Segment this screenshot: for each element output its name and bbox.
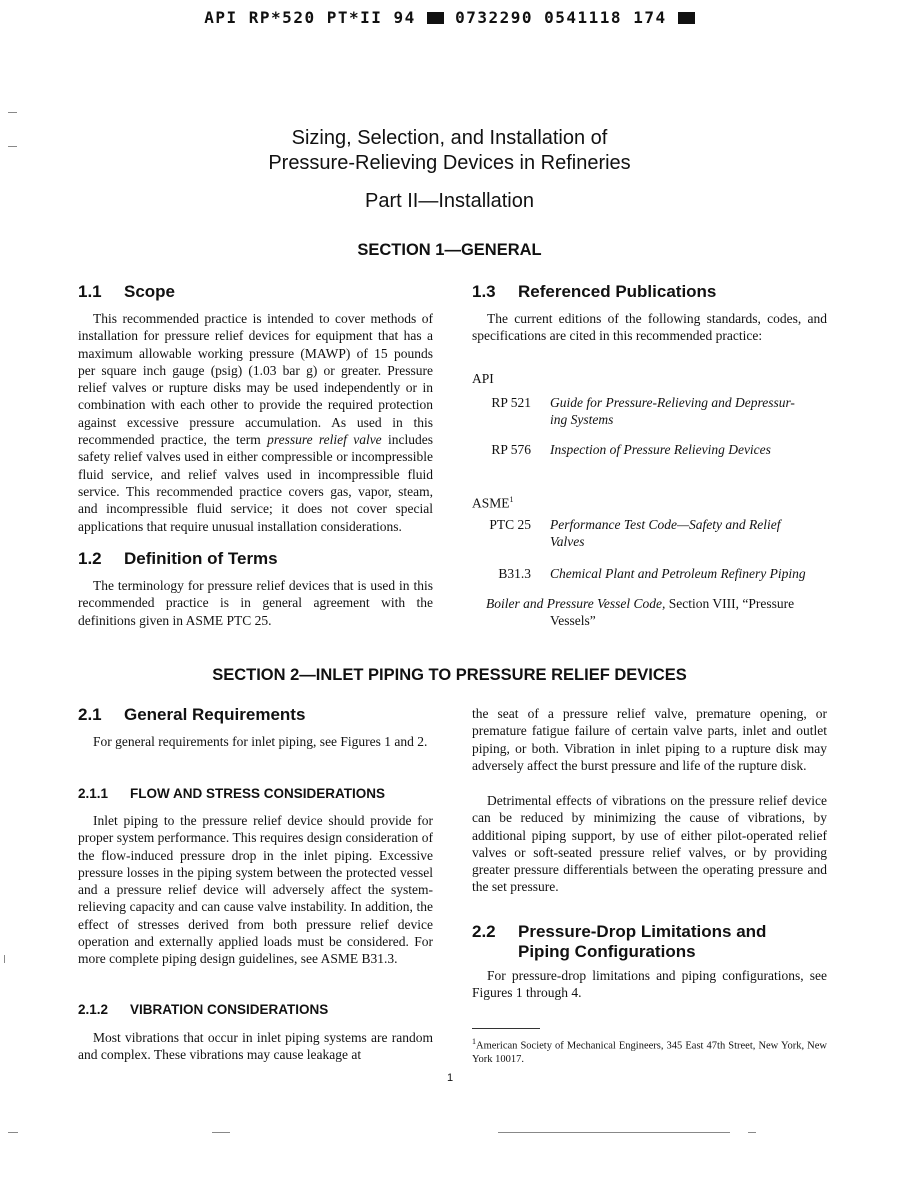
general-title: General Requirements bbox=[124, 705, 306, 724]
ref-title-line: ing Systems bbox=[550, 412, 614, 428]
document-code: API RP*520 PT*II 94 bbox=[204, 8, 416, 27]
ref-rp521 bbox=[472, 394, 832, 430]
definitions-title: Definition of Terms bbox=[124, 549, 278, 568]
asme-text: ASME bbox=[472, 495, 510, 511]
vibration-paragraph-2: Detrimental effects of vibrations on the pressure relief device can be reduced by minimizing the cause of vibrations, by additional piping support, by use of either pilot-operated relief valves or soft-seated pressure relief valves, or by providing greater pressure differentials between the operating pressure and the set pressure. bbox=[472, 793, 827, 895]
section-1-heading: SECTION 1—GENERAL bbox=[357, 241, 542, 259]
scan-mark bbox=[8, 112, 17, 113]
scan-mark bbox=[212, 1132, 230, 1133]
scope-term: pressure relief valve bbox=[267, 432, 382, 448]
ref-title-line: Performance Test Code—Safety and Relief bbox=[550, 517, 781, 532]
ref-title-line: Valves bbox=[550, 534, 585, 550]
general-number: 2.1 bbox=[78, 705, 102, 724]
black-bar-mark bbox=[427, 12, 444, 24]
footnote-rule bbox=[472, 1028, 540, 1029]
ref-code: RP 521 bbox=[491, 395, 531, 410]
ref-title: Chemical Plant and Petroleum Refinery Piping bbox=[550, 566, 806, 581]
api-label: API bbox=[472, 371, 494, 386]
references-heading bbox=[472, 282, 832, 302]
general-requirements-heading bbox=[78, 705, 438, 725]
title-line-1: Sizing, Selection, and Installation of bbox=[291, 127, 608, 149]
pressure-drop-paragraph: For pressure-drop limitations and piping configurations, see Figures 1 through 4. bbox=[472, 968, 827, 1001]
ref-ptc25 bbox=[472, 516, 832, 552]
scope-heading bbox=[78, 282, 438, 302]
pressure-drop-title bbox=[518, 922, 766, 962]
ref-title-line: Guide for Pressure-Relieving and Depressur- bbox=[550, 395, 795, 410]
pressure-drop-title-1: Pressure-Drop Limitations and bbox=[518, 922, 767, 941]
document-title bbox=[0, 126, 899, 176]
bpvc-rest: Section VIII, “Pressure bbox=[665, 596, 795, 611]
section-2-heading: SECTION 2—INLET PIPING TO PRESSURE RELIEF DEVICES bbox=[212, 666, 687, 684]
title-line-2: Pressure-Relieving Devices in Refineries bbox=[268, 152, 631, 174]
pressure-drop-heading bbox=[472, 922, 832, 962]
scope-number: 1.1 bbox=[78, 282, 102, 301]
document-code-header bbox=[0, 8, 899, 27]
bpvc-title: Boiler and Pressure Vessel Code, bbox=[486, 596, 666, 611]
scan-mark bbox=[748, 1132, 756, 1133]
footnote-text: American Society of Mechanical Engineers, 345 East 47th Street, New York, New York 10017. bbox=[472, 1040, 827, 1065]
ref-code: RP 576 bbox=[491, 442, 531, 457]
asme-footnote-mark: 1 bbox=[509, 495, 514, 504]
ref-code: PTC 25 bbox=[489, 517, 531, 532]
scan-mark bbox=[4, 955, 5, 963]
document-code-2: 0732290 0541118 174 bbox=[455, 8, 667, 27]
flow-heading bbox=[78, 786, 438, 801]
document-subtitle: Part II—Installation bbox=[365, 190, 534, 212]
flow-title: FLOW AND STRESS CONSIDERATIONS bbox=[130, 786, 386, 801]
pressure-drop-number: 2.2 bbox=[472, 922, 496, 941]
black-bar-mark bbox=[678, 12, 695, 24]
asme-label bbox=[472, 491, 514, 512]
vibration-heading bbox=[78, 1002, 438, 1017]
vibration-paragraph-continued: the seat of a pressure relief valve, premature opening, or premature fatigue failure of certain valve parts, inlet and outlet piping, or both. Vibration in inlet piping to a rupture disk may adversely affect the burst pressure and life of the rupture disk. bbox=[472, 706, 827, 773]
references-intro: The current editions of the following standards, codes, and specifications are cited in this recommended practice: bbox=[472, 311, 827, 344]
vibration-paragraph: Most vibrations that occur in inlet piping systems are random and complex. These vibrations may cause leakage at bbox=[78, 1030, 433, 1063]
flow-paragraph: Inlet piping to the pressure relief device should provide for proper system performance. This requires design consideration of the flow-induced pressure drop in the inlet piping. Excessive pressure losses in the piping system between the protected vessel and a pressure relief device will adversely affect the system-relieving capacity and can cause valve instability. In addition, the effect of stresses derived from both pressure relief device operation and externally applied loads must be considered. For more complete piping design guidelines, see ASME B31.3. bbox=[78, 813, 433, 967]
scan-mark bbox=[8, 1132, 18, 1133]
scope-text-b: includes safety relief valves used in either compressible or incompressible fluid service, and relief valves used in incompressible fluid service. This recommended practice covers gas, vapor, steam, and incompressible fluid service; it does not cover special applications that require unusual installation considerations. bbox=[78, 432, 433, 534]
footnote bbox=[472, 1035, 827, 1066]
scope-text-a: This recommended practice is intended to cover methods of installation for pressure relief devices for equipment that has a maximum allowable working pressure (MAWP) of 15 pounds per square inch gauge (psig) (1.03 bar g) or greater. Pressure relief valves or rupture disks may be used independently or in combination with each other to provide the required protection against excessive pressure accumulation. As used in this recommended practice, the term bbox=[78, 311, 433, 448]
scan-mark bbox=[498, 1132, 730, 1133]
scope-paragraph bbox=[78, 310, 433, 535]
ref-title: Inspection of Pressure Relieving Devices bbox=[550, 442, 771, 457]
general-paragraph: For general requirements for inlet piping, see Figures 1 and 2. bbox=[93, 734, 428, 749]
ref-bpvc bbox=[486, 595, 831, 630]
references-title: Referenced Publications bbox=[518, 282, 717, 301]
ref-title bbox=[550, 394, 830, 429]
flow-number: 2.1.1 bbox=[78, 786, 109, 801]
bpvc-rest-2: Vessels” bbox=[550, 613, 596, 629]
definitions-heading bbox=[78, 549, 438, 569]
footnote-mark: 1 bbox=[472, 1037, 476, 1046]
ref-code: B31.3 bbox=[498, 566, 531, 581]
page-number: 1 bbox=[446, 1072, 454, 1084]
definitions-paragraph: The terminology for pressure relief devices that is used in this recommended practice is in general agreement with the definitions given in ASME PTC 25. bbox=[78, 578, 433, 628]
ref-title bbox=[550, 516, 830, 551]
scope-title: Scope bbox=[124, 282, 176, 301]
vibration-title: VIBRATION CONSIDERATIONS bbox=[130, 1002, 329, 1017]
pressure-drop-title-2: Piping Configurations bbox=[518, 942, 696, 961]
definitions-number: 1.2 bbox=[78, 549, 102, 568]
references-number: 1.3 bbox=[472, 282, 496, 301]
scan-mark bbox=[8, 146, 17, 147]
vibration-number: 2.1.2 bbox=[78, 1002, 109, 1017]
